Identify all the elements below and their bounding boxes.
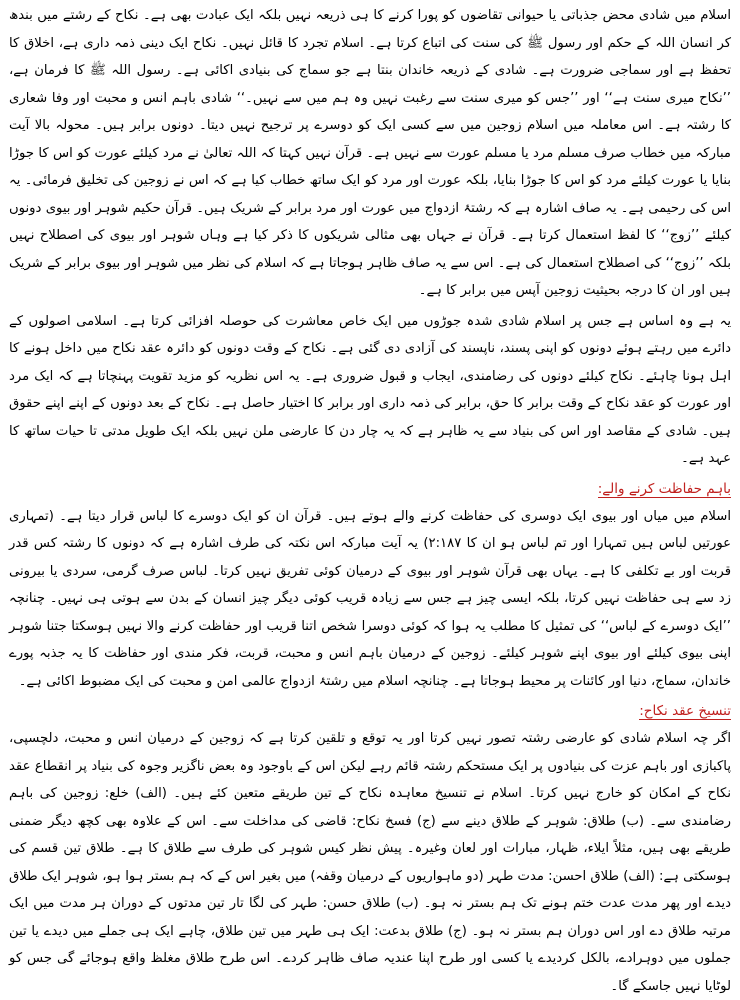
heading-mutual-protectors: باہم حفاظت کرنے والے: <box>597 480 731 497</box>
paragraph-equal-freedom: یہ ہے وہ اساس ہے جس پر اسلام شادی شدہ جوڑوں میں ایک خاص معاشرت کی حوصلہ افزائی کرتا ہے۔ اسلامی اصولوں کے دائرے میں رہتے ہوئے دونوں کو اپنی پسند، ناپسند کی آزادی دی گئی ہے۔ نکاح کے وقت دونوں کو دائرہ عقد نکاح میں داخل ہونے کا اہل ہونا چاہئے۔ نکاح کیلئے دونوں کی رضامندی، ایجاب و قبول ضروری ہے۔ یہ اس نظریہ کو مزید تقویت پہنچاتا ہے کہ ایک مرد اور عورت کو عقد نکاح کے وقت برابر کا حق، برابر کی ذمہ داری اور برابر کا اختیار حاصل ہے۔ نکاح کے بعد دونوں کے اپنے اپنے حقوق ہیں۔ شادی کے مقاصد اور اس کی بنیاد سے یہ ظاہر ہے کہ یہ چار دن کا عارضی ملن نہیں بلکہ ایک طویل مدتی تا حیات ساتھ کا عہد ہے۔ <box>9 313 731 466</box>
paragraph-marriage-as-worship: اسلام میں شادی محض جذباتی یا حیوانی تقاضوں کو پورا کرنے کا ہی ذریعہ نہیں بلکہ ایک عبادت بھی ہے۔ نکاح کے رشتے میں بندھ کر انسان اللہ کے حکم اور رسول ﷺ کی سنت کی اتباع کرتا ہے۔ اسلام تجرد کا قائل نہیں۔ نکاح ایک دینی ذمہ داری ہے، اخلاق کا تحفظ ہے اور سماجی ضرورت ہے۔ شادی کے ذریعہ خاندان بنتا ہے جو سماج کی بنیادی اکائی ہے۔ رسول اللہ ﷺ کا فرمان ہے، ’’نکاح میری سنت ہے‘‘ اور ’’جس کو میری سنت سے رغبت نہیں وہ ہم میں سے نہیں۔‘‘ شادی باہم انس و محبت اور وفا شعاری کا رشتہ ہے۔ اس معاملہ میں اسلام زوجین میں سے کسی ایک کو دوسرے پر ترجیح نہیں دیتا۔ دونوں برابر ہیں۔ محولہ بالا آیت مبارکہ میں خطاب صرف مسلم مرد یا مسلم عورت سے نہیں ہے۔ قرآن نہیں کہتا کہ اللہ تعالیٰ نے مرد کیلئے عورت کو اس کا جوڑا بنایا یا عورت کیلئے مرد کو اس کا جوڑا بنایا، بلکہ عورت اور مرد کو ایک ساتھ خطاب کیا ہے کہ اس نے زوجین کی تخلیق فرمائی۔ یہ اس کی رحیمی ہے۔ یہ صاف اشارہ ہے کہ رشتۂ ازدواج میں عورت اور مرد برابر کے شریک ہیں۔ قرآن حکیم شوہر اور بیوی دونوں کیلئے ’’زوج‘‘ کا لفظ استعمال کرتا ہے۔ قرآن نے جہاں بھی مثالی شریکوں کا ذکر کیا ہے وہاں شوہر اور بیوی کی اصطلاح نہیں بلکہ ’’زوج‘‘ کی اصطلاح استعمال کی ہے۔ اس سے یہ صاف ظاہر ہوجاتا ہے کہ اسلام کی نظر میں شوہر اور بیوی برابر کے شریک ہیں اور ان کا درجہ بحیثیت زوجین آپس میں برابر کا ہے۔ <box>9 8 731 298</box>
paragraph-garment-metaphor: اسلام میں میاں اور بیوی ایک دوسری کی حفاظت کرنے والے ہوتے ہیں۔ قرآن ان کو ایک دوسرے کا لباس قرار دیتا ہے۔ (تمہاری عورتیں لباس ہیں تمہارا اور تم لباس ہو ان کا ۲:۱۸۷) یہ آیت مبارکہ اس نکتہ کی طرف اشارہ ہے کہ دونوں کا رشتہ کس قدر قربت اور بے تکلفی کا ہے۔ یہاں بھی قرآن شوہر اور بیوی کے درمیان کوئی تفریق نہیں کرتا۔ لباس صرف گرمی، سردی یا بیرونی زد سے ہی حفاظت نہیں کرتا، بلکہ ایسی چیز ہے جس سے زیادہ قریب کوئی دیگر چیز انسان کے بدن سے ہوتی ہی نہیں۔ چنانچہ ’’ایک دوسرے کے لباس‘‘ کی تمثیل کا مطلب یہ ہوا کہ کوئی دوسرا شخص اتنا قریب اور حفاظت کرنے والا نہیں ہوسکتا جتنا شوہر اپنی بیوی کیلئے اور بیوی اپنے شوہر کیلئے۔ زوجین کے درمیان باہم انس و محبت، قربت، فکر مندی اور حفاظت کا یہ جذبہ پورے خاندان، سماج، دنیا اور کائنات پر محیط ہوجاتا ہے۔ چنانچہ اسلام میں رشتۂ ازدواج عالمی امن و محبت کی ایک مضبوط اکائی ہے۔ <box>9 508 732 689</box>
paragraph-types-of-divorce: اگر چہ اسلام شادی کو عارضی رشتہ تصور نہیں کرتا اور یہ توقع و تلقین کرتا ہے کہ زوجین کے درمیان انس و محبت، دلچسپی، پاکبازی اور باہم عزت کی بنیادوں پر ایک مستحکم رشتہ قائم رہے لیکن اس کے باوجود وہ بعض ناگزیر وجوہ کی بنیاد پر انقطاع عقد نکاح کے امکان کو خارج نہیں کرتا۔ اسلام نے تنسیخ معاہدہ نکاح کے تین طریقے متعین کئے ہیں۔ (الف) خلع: زوجین کی باہم رضامندی سے۔ (ب) طلاق: شوہر کے طلاق دینے سے (ج) فسخ نکاح: قاضی کی مداخلت سے۔ اس کے علاوہ بھی کچھ دیگر ضمنی طریقے بھی ہیں، مثلاً ایلاء، ظہار، مبارات اور لعان وغیرہ۔ پیش نظر کیس شوہر کی طرف سے طلاق کا ہے۔ طلاق تین قسم کی ہوسکتی ہے: (الف) طلاق احسن: مدت طہر (دو ماہواریوں کے درمیان وقفہ) میں بغیر اس کے کہ ہم بستر ہوا ہو، شوہر ایک طلاق دیدے اور پھر مدت عدت ختم ہونے تک ہم بستر نہ ہو۔ (ب) طلاق حسن: طہر کی لگا تار تین مدتوں کے دوران ہر مدت میں ایک مرتبہ طلاق دے اور اس دوران ہم بستر نہ ہو۔ (ج) طلاق بدعت: ایک ہی طہر میں تین طلاق، چاہے ایک ہی جملے میں دیدے یا تین جملوں میں دوہرادے، بالکل کردیدے یا کسی اور طرح اپنا عندیہ صاف ظاہر کردے۔ اس طرح طلاق مغلظ واقع ہوجائے گی جس کو لوٹایا نہیں جاسکے گا۔ <box>9 731 731 994</box>
heading-dissolution-of-marriage: تنسیخ عقد نکاح: <box>639 703 731 719</box>
